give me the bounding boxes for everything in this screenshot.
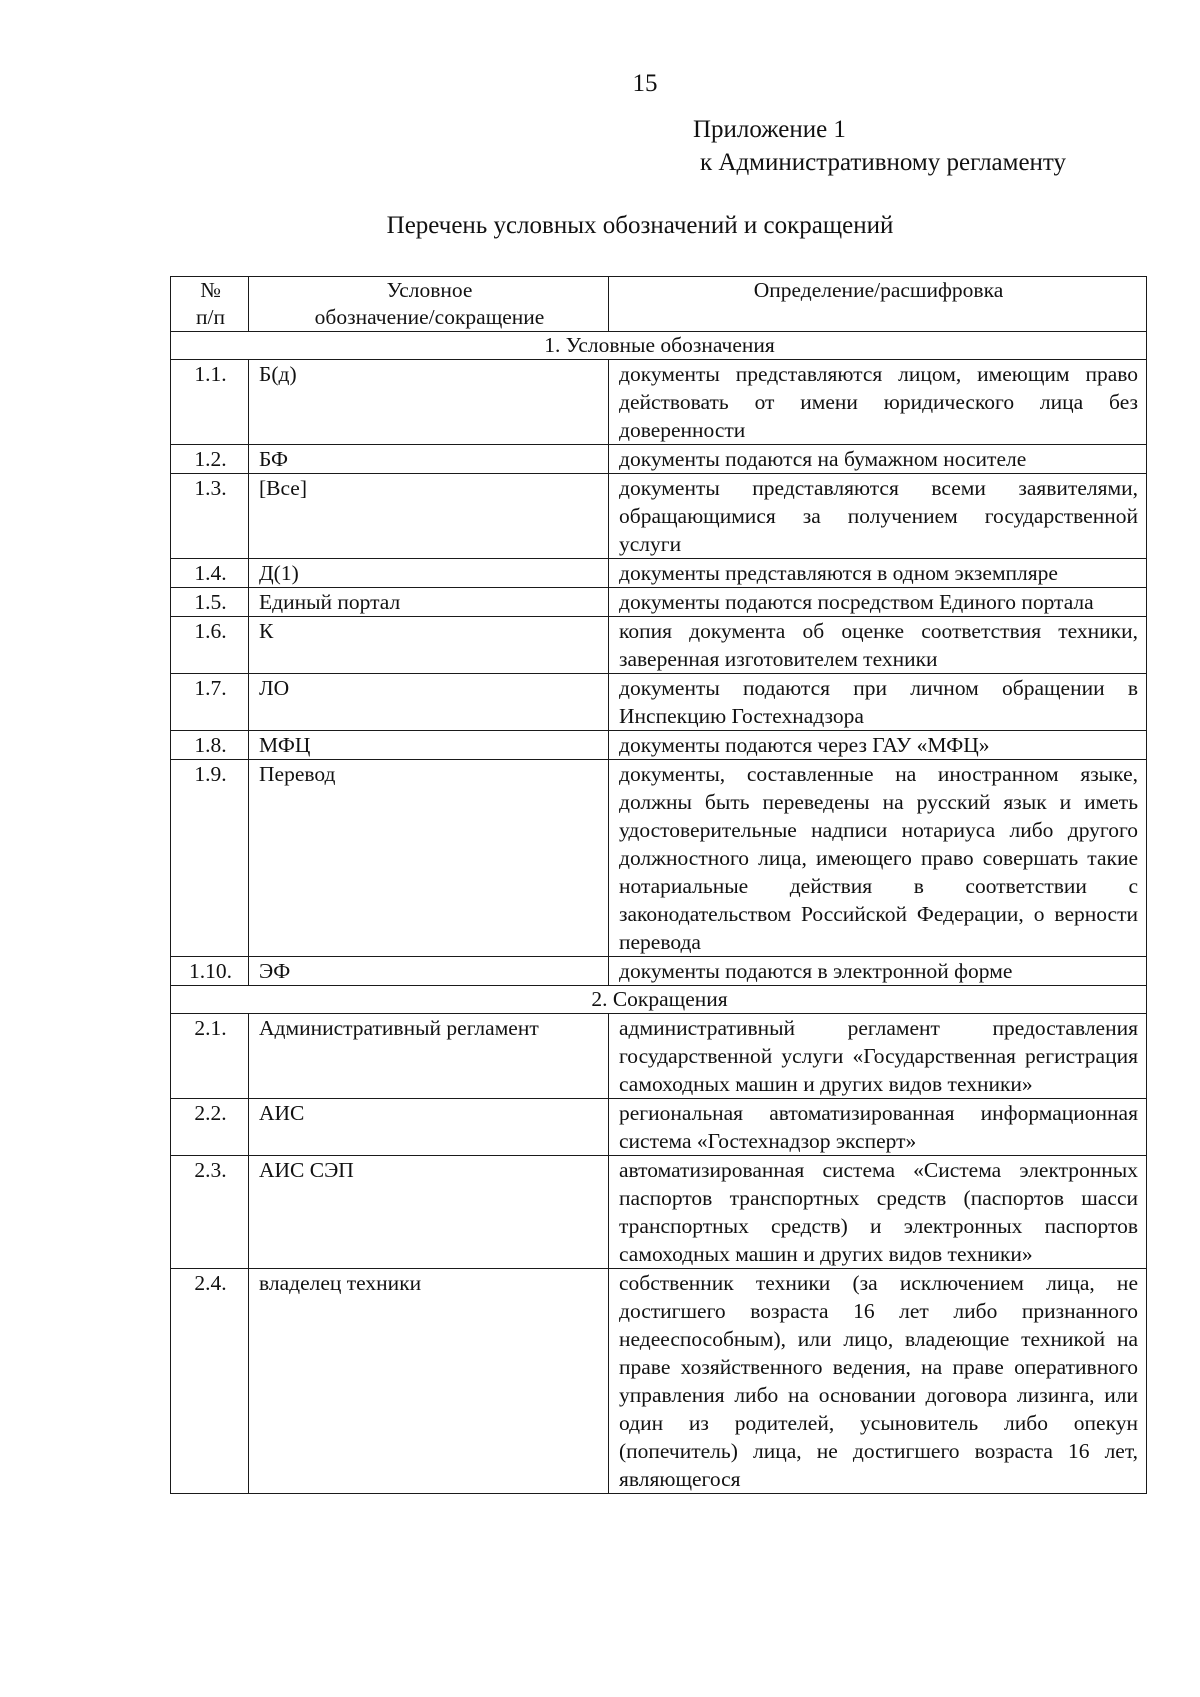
table-row [171, 588, 1147, 617]
row-term: К [249, 617, 609, 674]
header-definition [609, 277, 1147, 332]
row-term: Единый портал [249, 588, 609, 617]
row-definition: административный регламент предоставления государственной услуги «Государственная регистрация самоходных машин и других видов техники» [609, 1014, 1147, 1099]
header-term-line2: обозначение/сокращение [314, 305, 545, 329]
row-definition: документы представляются всеми заявителями, обращающимися за получением государственной услуги [609, 474, 1147, 559]
row-definition: документы подаются на бумажном носителе [609, 445, 1147, 474]
table-row [171, 1014, 1147, 1099]
row-definition: региональная автоматизированная информационная система «Гостехнадзор эксперт» [609, 1099, 1147, 1156]
header-term [249, 277, 609, 332]
header-number-line1: № [200, 278, 221, 302]
row-definition: собственник техники (за исключением лица, не достигшего возраста 16 лет либо признанного недееспособным), или лицо, владеющие техникой на праве хозяйственного ведения, на праве оперативного управления либо на основании договора лизинга, или один из родителей, усыновитель либо опекун (попечитель) лица, не достигшего возраста 16 лет, являющегося [609, 1269, 1147, 1494]
row-definition: автоматизированная система «Система электронных паспортов транспортных средств (паспортов шасси транспортных средств) и электронных паспортов самоходных машин и других видов техники» [609, 1156, 1147, 1269]
row-number: 1.2. [171, 445, 249, 474]
section-title: 1. Условные обозначения [171, 332, 1147, 360]
row-term: АИС СЭП [249, 1156, 609, 1269]
table-body [171, 332, 1147, 1494]
table-header-row [171, 277, 1147, 332]
row-term: БФ [249, 445, 609, 474]
row-number: 1.1. [171, 360, 249, 445]
row-term: Перевод [249, 760, 609, 957]
table-row [171, 474, 1147, 559]
table-row [171, 957, 1147, 986]
row-term: [Все] [249, 474, 609, 559]
header-number [171, 277, 249, 332]
row-number: 2.1. [171, 1014, 249, 1099]
row-definition: копия документа об оценке соответствия техники, заверенная изготовителем техники [609, 617, 1147, 674]
document-title: Перечень условных обозначений и сокращений [386, 212, 894, 239]
table-row [171, 760, 1147, 957]
row-number: 2.2. [171, 1099, 249, 1156]
section-row [171, 986, 1147, 1014]
table-row [171, 360, 1147, 445]
row-number: 1.9. [171, 760, 249, 957]
row-number: 1.5. [171, 588, 249, 617]
row-term: Б(д) [249, 360, 609, 445]
row-definition: документы подаются при личном обращении в Инспекцию Гостехнадзора [609, 674, 1147, 731]
header-term-line1: Условное [386, 278, 473, 302]
row-term: ЭФ [249, 957, 609, 986]
abbreviations-table [170, 276, 1147, 1494]
row-number: 2.3. [171, 1156, 249, 1269]
table-row [171, 445, 1147, 474]
row-term: владелец техники [249, 1269, 609, 1494]
row-term: ЛО [249, 674, 609, 731]
table-row [171, 1156, 1147, 1269]
page-number: 15 [632, 70, 658, 97]
appendix-reference: к Административному регламенту [700, 149, 1067, 176]
header-definition-text: Определение/расшифровка [753, 278, 1004, 302]
table-row [171, 617, 1147, 674]
row-definition: документы, составленные на иностранном языке, должны быть переведены на русский язык и иметь удостоверительные надписи нотариуса либо другого должностного лица, имеющего право совершать такие нотариальные действия в соответствии с законодательством Российской Федерации, о верности перевода [609, 760, 1147, 957]
row-definition: документы подаются через ГАУ «МФЦ» [609, 731, 1147, 760]
row-term: Административный регламент [249, 1014, 609, 1099]
row-number: 1.6. [171, 617, 249, 674]
table-row [171, 674, 1147, 731]
row-number: 1.7. [171, 674, 249, 731]
row-number: 1.4. [171, 559, 249, 588]
appendix-note [693, 113, 1066, 179]
section-row [171, 332, 1147, 360]
table-row [171, 1269, 1147, 1494]
row-term: МФЦ [249, 731, 609, 760]
row-number: 2.4. [171, 1269, 249, 1494]
row-definition: документы подаются посредством Единого портала [609, 588, 1147, 617]
table-row [171, 1099, 1147, 1156]
table-row [171, 731, 1147, 760]
table-row [171, 559, 1147, 588]
appendix-number: Приложение 1 [693, 116, 846, 143]
row-definition: документы подаются в электронной форме [609, 957, 1147, 986]
row-term: Д(1) [249, 559, 609, 588]
row-number: 1.8. [171, 731, 249, 760]
row-number: 1.3. [171, 474, 249, 559]
header-number-line2: п/п [196, 305, 225, 329]
row-term: АИС [249, 1099, 609, 1156]
section-title: 2. Сокращения [171, 986, 1147, 1014]
row-number: 1.10. [171, 957, 249, 986]
row-definition: документы представляются в одном экземпляре [609, 559, 1147, 588]
row-definition: документы представляются лицом, имеющим право действовать от имени юридического лица без доверенности [609, 360, 1147, 445]
